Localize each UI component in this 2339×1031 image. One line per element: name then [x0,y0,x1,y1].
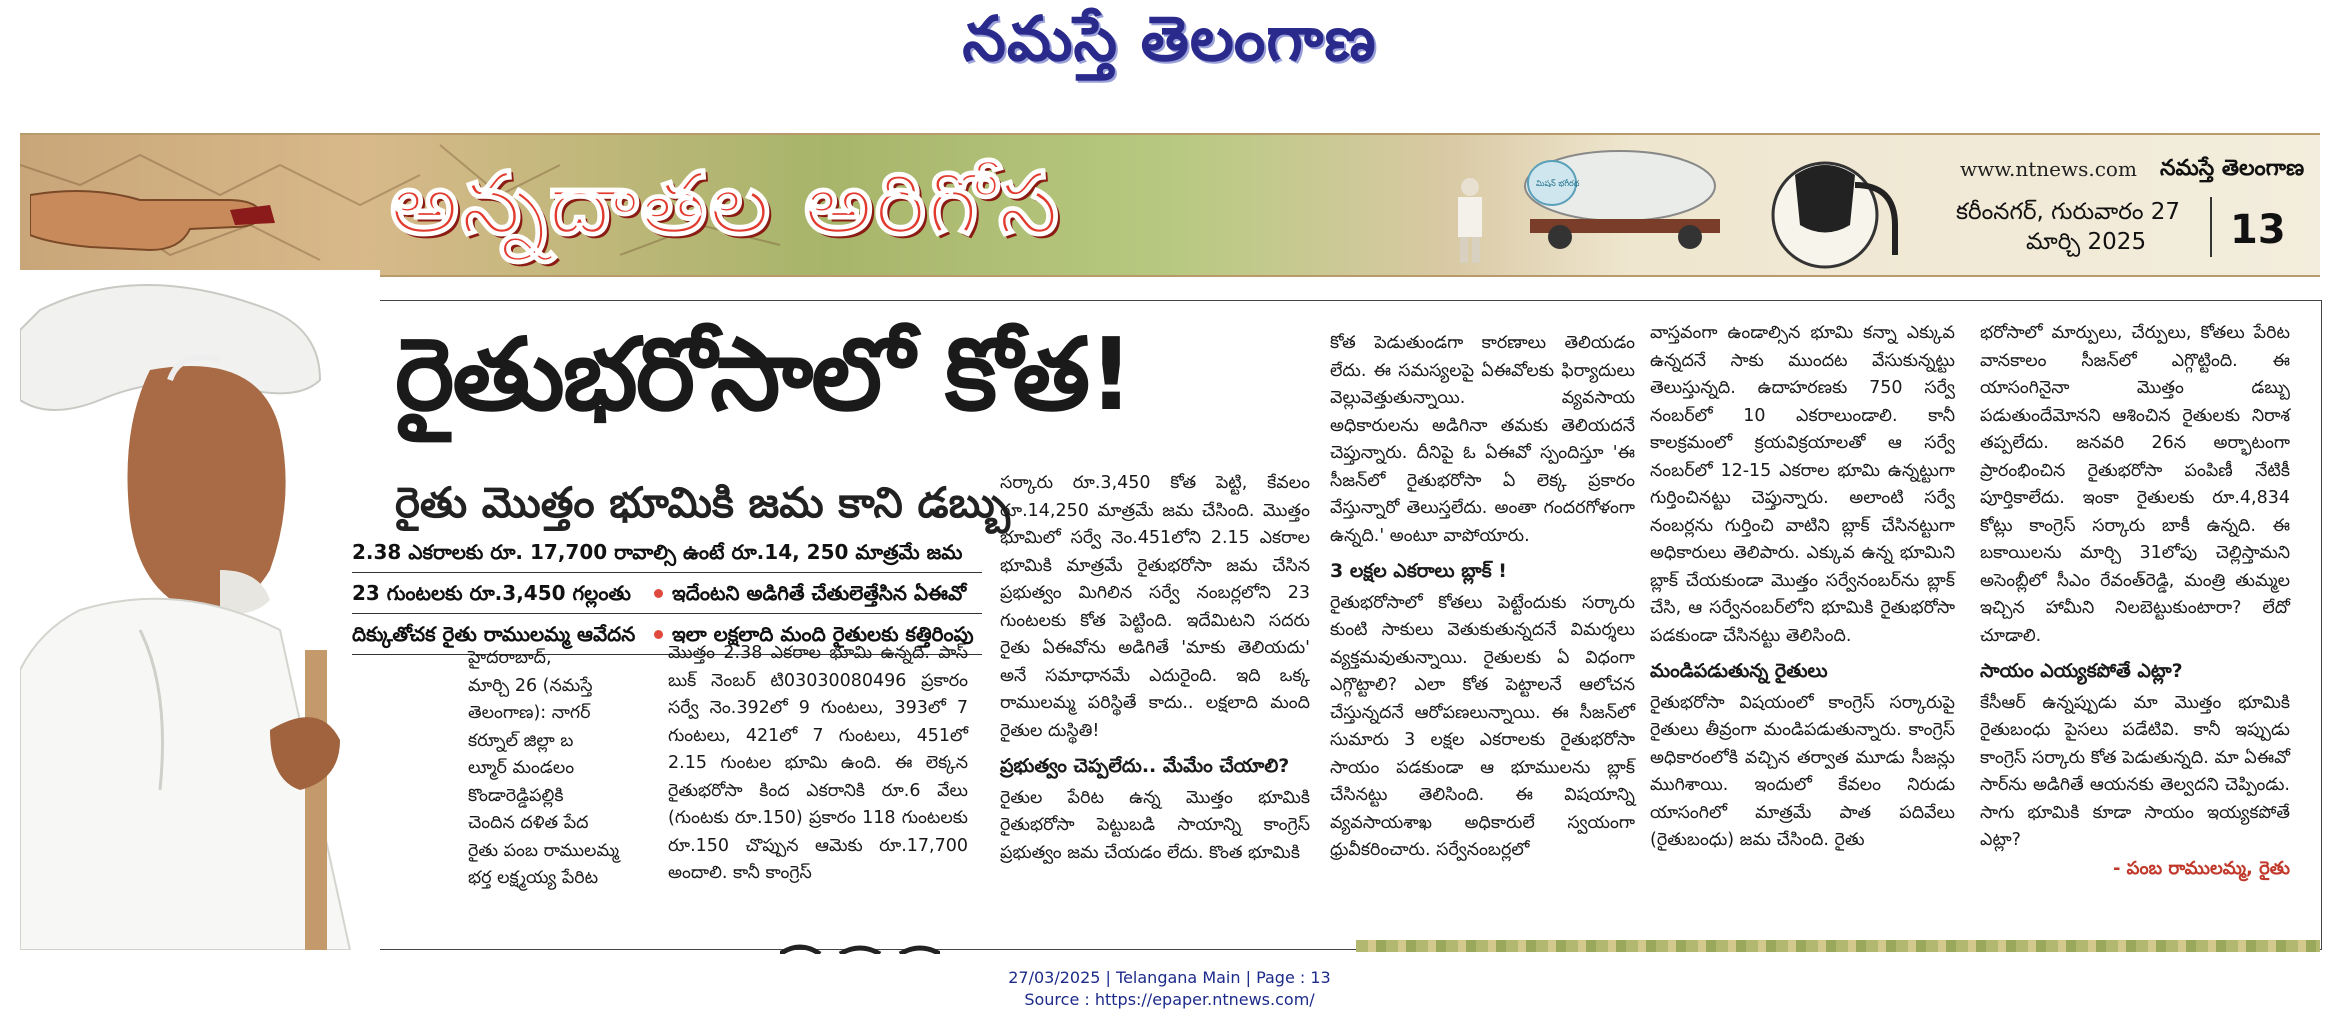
highlight-text: 23 గుంటలకు రూ.3,450 గల్లంతు [352,581,631,605]
article-column-4 [1650,320,1955,855]
section-banner [20,133,2320,277]
dateline-line: హైదరాబాద్, [468,648,552,668]
farmer-figure-icon [1450,175,1490,265]
highlight-text: 2.38 ఎకరాలకు రూ. 17,700 రావాల్సి ఉంటే రూ.14, 250 మాత్రమే జమ [352,540,963,564]
article-paragraph: రైతుల పేరిట ఉన్న మొత్తం భూమికి రైతుభరోసా పెట్టుబడి సాయాన్ని కాంగ్రెస్ ప్రభుత్వం జమ చేయడం లేదు. కొంత భూమికి [1000,787,1310,863]
next-story-title-fragment [780,940,940,954]
next-story-photo-strip [1356,940,2320,952]
section-heading: మండిపడుతున్న రైతులు [1650,660,1828,682]
article-column-3 [1330,330,1635,865]
article-paragraph: రైతుభరోసాలో కోతలు పెట్టేందుకు సర్కారు కుంటి సాకులు వెతుకుతున్నదనే విమర్శలు వ్యక్తమవుతున్నాయి. రైతులకు ఏ విధంగా ఎగ్గొట్టాలి? ఎలా కోత పెట్టాలనే ఆలోచన చేస్తున్నదనే ఆరోపణలున్నాయి. ఈ సీజన్‌లో సుమారు 3 లక్షల ఎకరాలకు రైతుభరోసా సాయం పడకుండా ఆ భూములను బ్లాక్ చేసినట్టు తెలిసింది. ఈ విషయాన్ని వ్యవసాయశాఖ అధికారులే స్వయంగా ధ్రువీకరించారు. సర్వేనంబర్లలో [1330,592,1635,860]
highlight-text: ఇదేంటని అడిగితే చేతులెత్తేసిన ఏఈవో [672,581,967,605]
article-paragraph: కేసీఆర్ ఉన్నప్పుడు మా మొత్తం భూమికి రైతుబంధు పైసలు పడేటివి. కానీ ఇప్పుడు కాంగ్రెస్ సర్కారు కోత పెడుతున్నది. మా ఏఈవో సార్‌ను అడిగితే ఆయనకు తెల్వదని చెప్పిండు. సాగు భూమికి కూడా సాయం ఇయ్యకపోతే ఎట్లా? [1980,692,2290,850]
site-url: www.ntnews.com [1960,157,2137,181]
subheadline: రైతు మొత్తం భూమికి జమ కాని డబ్బు [395,478,1011,527]
highlight-row [352,573,982,614]
bullet-dot-icon [654,589,663,598]
article-paragraph: భరోసాలో మార్పులు, చేర్పులు, కోతలు పేరిట వానకాలం సీజన్‌లో ఎగ్గొట్టింది. ఈ యాసంగినైనా మొత్తం డబ్బు పడుతుందేమోనని ఆశించిన రైతులకు నిరాశ తప్పలేదు. జనవరి 26న అర్భాటంగా ప్రారంభించిన రైతుభరోసా పంపిణీ నేటికీ పూర్తికాలేదు. ఇంకా రైతులకు రూ.4,834 కోట్లు కాంగ్రెస్ సర్కారు బాకీ ఉన్నది. ఈ బకాయిలను మార్చి 31లోపు చెల్లిస్తామని అసెంబ్లీలో సీఎం రేవంత్‌రెడ్డి, మంత్రి తుమ్మల ఇచ్చిన హామీని నిలబెట్టుకుంటారా? లేదో చూడాలి. [1980,323,2290,646]
highlight-row [352,532,982,573]
page-footer [0,967,2339,1011]
divider [2210,197,2212,257]
issue-date-line1: కరీంనగర్, గురువారం 27 [1956,199,2181,225]
article-column-2 [668,640,968,888]
article-paragraph: మొత్తం 2.38 ఎకరాల భూమి ఉన్నది. పాస్ బుక్ నెంబర్ టి03030080496 ప్రకారం సర్వే నెం.392లో 9 గుంటలు, 393లో 7 గుంటలు, 421లో 7 గుంటలు, 451లో 2.15 గుంటల భూమి ఉంది. ఈ లెక్కన రైతుభరోసా కింద ఎకరానికి రూ.6 వేలు (గుంటకు రూ.150) ప్రకారం 118 గుంటలకు రూ.150 చొప్పున ఆమెకు రూ.17,700 అందాలి. కానీ కాంగ్రెస్ [668,643,968,883]
dateline-line: భర్త లక్ష్మయ్య పేరిట [468,868,599,888]
highlights [352,532,982,655]
article-paragraph: కోత పెడుతుండగా కారణాలు తెలియడం లేదు. ఈ సమస్యలపై ఏఈవోలకు ఫిర్యాదులు వెల్లువెత్తుతున్నాయి. వ్యవసాయ అధికారులను అడిగినా తమకు తెలియదనే చెప్తున్నారు. దీనిపై ఓ ఏఈవో స్పందిస్తూ 'ఈ సీజన్‌లో రైతుభరోసా ఏ లెక్క ప్రకారం వేస్తున్నారో తెలుస్తలేదు. అంతా గందరగోళంగా ఉన్నది.' అంటూ వాపోయారు. [1330,333,1635,546]
article-paragraph: రైతుభరోసా విషయంలో కాంగ్రెస్ సర్కారుపై రైతులు తీవ్రంగా మండిపడుతున్నారు. కాంగ్రెస్ అధికారంలోకి వచ్చిన తర్వాత మూడు సీజన్లు ముగిశాయి. ఇందులో కేవలం నిరుడు యాసంగిలో మాత్రమే పాత పదివేలు (రైతుబంధు) జమ చేసింది. రైతు [1650,692,1955,850]
article-column-2-top [1000,470,1310,867]
dateline-line: కర్నూల్ జిల్లా బ [468,730,574,751]
quote-attribution: - పంబ రాములమ్మ, రైతు [2112,857,2290,879]
masthead-title: నమస్తే తెలంగాణ [962,2,1377,75]
page-number: 13 [2230,207,2286,253]
article-paragraph: వాస్తవంగా ఉండాల్సిన భూమి కన్నా ఎక్కువ ఉన్నదనే సాకు ముందట వేసుకున్నట్టు తెలుస్తున్నది. ఉదాహరణకు 750 సర్వే నంబర్‌లో 10 ఎకరాలుండాలి. కానీ కాలక్రమంలో క్రయవిక్రయాలతో ఆ సర్వే నంబర్‌లో 12-15 ఎకరాల భూమి ఉన్నట్టుగా గుర్తించినట్టు చెప్తున్నారు. అలాంటి సర్వే నంబర్లను గుర్తించి వాటిని బ్లాక్ చేసినట్టుగా అధికారులు తెలిపారు. ఎక్కువ ఉన్న భూమిని బ్లాక్ చేయకుండా మొత్తం సర్వేనంబర్‌ను బ్లాక్ చేసి, ఆ సర్వేనంబర్‌లోని భూమికి రైతుభరోసా పడకుండా చేసినట్టు తెలిసింది. [1650,323,1955,646]
masthead [0,0,2339,120]
highlight-text: ఇలా లక్షలాది మంది రైతులకు కత్తిరింపు [672,622,974,646]
issue-date-line2: మార్చి 2025 [2026,229,2147,255]
tanker-text: మిషన్ భగీరథ [1536,179,1580,188]
dateline-line: తెలంగాణ): నాగర్ [468,703,591,723]
banner-title: అన్నదాతల అరిగోస [390,153,1061,254]
section-heading: సాయం ఎయ్యకపోతే ఎట్లా? [1980,660,2183,682]
article-column-5 [1980,320,2290,882]
dateline-line: రైతు పంబ రాములమ్మ [468,840,620,861]
hand-icon [30,155,280,265]
dateline-line: చెందిన దళిత పేద [468,813,589,833]
brand-name: నమస్తే తెలంగాణ [2160,155,2305,181]
fuel-pump-sketch-icon [1755,145,1915,270]
section-heading: 3 లక్షల ఎకరాలు బ్లాక్ ! [1330,560,1507,582]
banner-info [1940,145,2320,265]
highlight-text: దిక్కుతోచక రైతు రాములమ్మ ఆవేదన [352,622,636,646]
footer-source-link[interactable]: Source : https://epaper.ntnews.com/ [1024,990,1315,1009]
page-title: రైతుభరోసాలో కోత! [395,316,1132,433]
issue-date [1956,197,2196,257]
dateline-column [468,645,656,893]
dateline-line: మార్చి 26 (నమస్తే [468,675,593,696]
farmer-photo [20,270,380,950]
dateline-line: కొండారెడ్డిపల్లికి [468,785,564,806]
section-heading: ప్రభుత్వం చెప్పలేదు.. మేమేం చేయాలి? [1000,755,1290,777]
dateline-line: ల్మూర్ మండలం [468,758,575,778]
bullet-dot-icon [654,630,663,639]
article-paragraph: సర్కారు రూ.3,450 కోత పెట్టి, కేవలం రూ.14,250 మాత్రమే జమ చేసింది. మొత్తం భూమిలో సర్వే నెం.451లోని 2.15 ఎకరాల భూమికి మాత్రమే రైతుభరోసా జమ చేసిన ప్రభుత్వం మిగిలిన సర్వే నంబర్లలోని 23 గుంటలకు కోత పెట్టింది. ఇదేమిటని సదరు రైతు ఏఈవోను అడిగితే 'మాకు తెలియదు' అనే సమాధానమే ఎదురైంది. ఇది ఒక్క రాములమ్మ పరిస్థితే కాదు.. లక్షలాది మంది రైతుల దుస్థితి! [1000,473,1310,741]
water-tanker-icon [1490,141,1740,251]
footer-edition-info: 27/03/2025 | Telangana Main | Page : 13 [1008,968,1331,987]
